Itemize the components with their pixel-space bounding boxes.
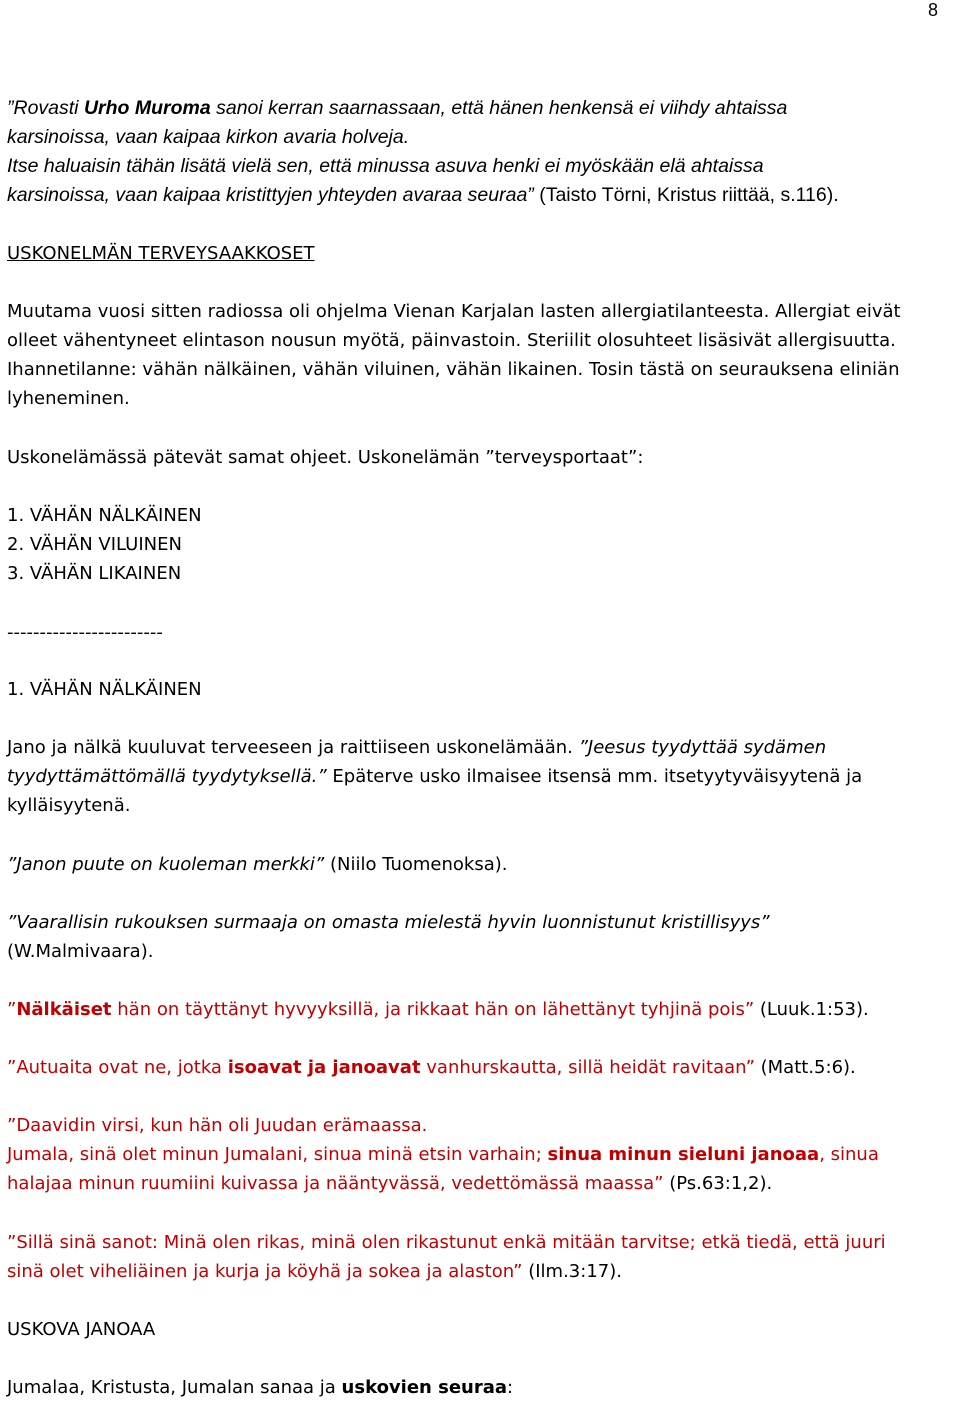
scripture-verse: [7, 1257, 622, 1286]
page-number: 8: [928, 0, 939, 20]
quote-text: tyydyttämättömällä tyydytyksellä.”: [7, 766, 327, 787]
quote-citation: (Taisto Törni, Kristus riittää, s.116).: [533, 184, 839, 206]
scripture-emphasis: sinua minun sieluni janoaa: [547, 1144, 820, 1165]
paragraph-line: kylläisyytenä.: [7, 795, 131, 816]
quote-text: ”Janon puute on kuoleman merkki”: [7, 854, 325, 875]
paragraph-line: Uskonelämässä pätevät samat ohjeet. Uskonelämän ”terveysportaat”:: [7, 447, 644, 468]
scripture-reference: (Matt.5:6).: [754, 1057, 856, 1078]
scripture-reference: (Luuk.1:53).: [754, 999, 869, 1020]
list-item: 2. VÄHÄN VILUINEN: [7, 534, 182, 555]
scripture-verse: [7, 1169, 772, 1198]
scripture-verse: [7, 1053, 856, 1082]
quote-text: karsinoissa, vaan kaipaa kristittyjen yhteyden avaraa seuraa”: [7, 184, 534, 206]
quote-author-name: Urho Muroma: [83, 97, 211, 119]
quote-text: ”Jeesus tyydyttää sydämen: [578, 737, 827, 758]
quote-line: ”Vaarallisin rukouksen surmaaja on omasta mielestä hyvin luonnistunut kristillisyys”: [7, 912, 770, 933]
scripture-verse: [7, 995, 869, 1024]
paragraph-line: Ihannetilanne: vähän nälkäinen, vähän viluinen, vähän likainen. Tosin tästä on seurauksena eliniän: [7, 359, 900, 380]
scripture-reference: (Ilm.3:17).: [522, 1261, 622, 1282]
scripture-reference: (Ps.63:1,2).: [663, 1173, 773, 1194]
scripture-text: ”Autuaita ovat ne, jotka: [7, 1057, 228, 1078]
scripture-text: hän on täyttänyt hyvyyksillä, ja rikkaat hän on lähettänyt tyhjinä pois”: [111, 999, 755, 1020]
paragraph-text: :: [507, 1377, 514, 1398]
scripture-text: Jumala, sinä olet minun Jumalani, sinua minä etsin varhain;: [7, 1144, 548, 1165]
quote-line: [7, 181, 839, 210]
quote-line: [7, 94, 787, 123]
separator: ------------------------: [7, 622, 163, 643]
list-item: 1. VÄHÄN NÄLKÄINEN: [7, 505, 202, 526]
scripture-text: sinä olet viheliäinen ja kurja ja köyhä ja sokea ja alaston”: [7, 1261, 523, 1282]
paragraph-line: lyheneminen.: [7, 388, 130, 409]
quote-text: ”Rovasti: [7, 97, 84, 119]
paragraph-text: Epäterve usko ilmaisee itsensä mm. itsetyytyväisyytenä ja: [326, 766, 863, 787]
quote-line: Itse haluaisin tähän lisätä vielä sen, että minussa asuva henki ei myöskään elä ahtaissa: [7, 155, 764, 177]
paragraph-line: Muutama vuosi sitten radiossa oli ohjelma Vienan Karjalan lasten allergiatilanteesta. Allergiat eivät: [7, 301, 901, 322]
quote-citation: (Niilo Tuomenoksa).: [324, 854, 508, 875]
paragraph-line: olleet vähentyneet elintason nousun myötä, päinvastoin. Steriilit olosuhteet lisäsivät allergisuutta.: [7, 330, 896, 351]
paragraph-text: Jano ja nälkä kuuluvat terveeseen ja raittiiseen uskonelämään.: [7, 737, 579, 758]
paragraph-line: [7, 762, 862, 791]
scripture-verse: [7, 1140, 879, 1169]
quote-text: sanoi kerran saarnassaan, että hänen henkensä ei viihdy ahtaissa: [210, 97, 788, 119]
scripture-text: vanhurskautta, sillä heidät ravitaan”: [420, 1057, 755, 1078]
section-heading: USKONELMÄN TERVEYSAAKKOSET: [7, 243, 315, 264]
list-item: 3. VÄHÄN LIKAINEN: [7, 563, 182, 584]
section-heading: USKOVA JANOAA: [7, 1319, 156, 1340]
quote-citation: (W.Malmivaara).: [7, 941, 154, 962]
scripture-text: halajaa minun ruumiini kuivassa ja nääntyvässä, vedettömässä maassa”: [7, 1173, 664, 1194]
scripture-emphasis: isoavat ja janoavat: [227, 1057, 421, 1078]
quote-line: [7, 850, 507, 879]
paragraph-line: [7, 1373, 513, 1402]
scripture-text: ”: [7, 999, 17, 1020]
paragraph-text: Jumalaa, Kristusta, Jumalan sanaa ja: [7, 1377, 342, 1398]
scripture-verse: ”Daavidin virsi, kun hän oli Juudan erämaassa.: [7, 1115, 428, 1136]
scripture-verse: ”Sillä sinä sanot: Minä olen rikas, minä olen rikastunut enkä mitään tarvitse; etkä tiedä, että juuri: [7, 1232, 886, 1253]
paragraph-emphasis: uskovien seuraa: [341, 1377, 508, 1398]
paragraph-line: [7, 733, 826, 762]
scripture-emphasis: Nälkäiset: [16, 999, 112, 1020]
scripture-text: , sinua: [819, 1144, 879, 1165]
section-heading: 1. VÄHÄN NÄLKÄINEN: [7, 679, 202, 700]
quote-line: karsinoissa, vaan kaipaa kirkon avaria holveja.: [7, 126, 410, 148]
